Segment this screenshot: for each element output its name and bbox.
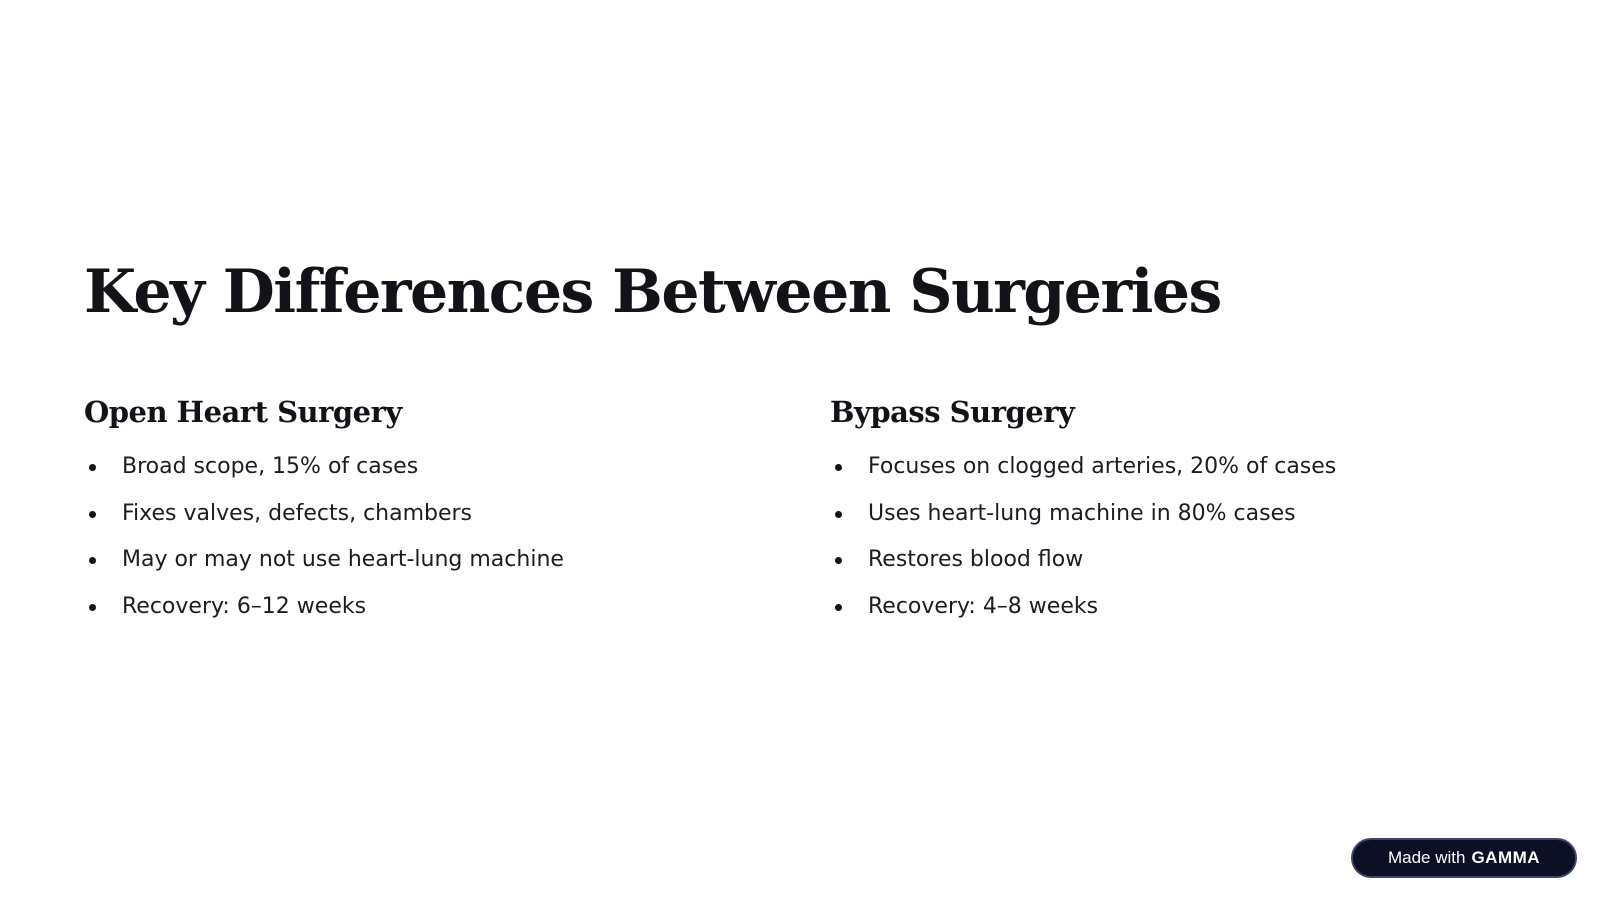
list-item: [84, 499, 724, 546]
bullet-icon: [835, 511, 842, 518]
list-item: [84, 452, 724, 499]
bullet-icon: [89, 511, 96, 518]
bullet-icon: [835, 557, 842, 564]
list-item-text: Restores blood flow: [868, 547, 1084, 572]
bullet-list: [830, 452, 1470, 638]
slide-title: Key Differences Between Surgeries: [84, 257, 1221, 327]
column-heading: Open Heart Surgery: [84, 395, 402, 429]
list-item-text: Fixes valves, defects, chambers: [122, 500, 473, 526]
badge-prefix: Made with: [1387, 848, 1466, 867]
list-item-text: Recovery: 6–12 weeks: [122, 593, 367, 619]
list-item: [830, 499, 1470, 546]
list-item-text: Recovery: 4–8 weeks: [868, 593, 1099, 619]
list-item: [84, 592, 724, 639]
list-item: [84, 545, 724, 592]
bullet-icon: [89, 464, 96, 471]
list-item-text: May or may not use heart-lung machine: [122, 547, 564, 572]
made-with-gamma-badge[interactable]: [1351, 838, 1577, 878]
column-heading: Bypass Surgery: [830, 395, 1075, 429]
bullet-icon: [89, 604, 96, 611]
bullet-icon: [89, 557, 96, 564]
bullet-icon: [835, 604, 842, 611]
list-item: [830, 592, 1470, 639]
bullet-list: [84, 452, 724, 638]
list-item-text: Focuses on clogged arteries, 20% of cases: [868, 454, 1337, 479]
bullet-icon: [835, 464, 842, 471]
list-item: [830, 545, 1470, 592]
gamma-logo: GAMMA: [1471, 848, 1541, 867]
list-item: [830, 452, 1470, 499]
list-item-text: Uses heart-lung machine in 80% cases: [868, 500, 1296, 526]
column-bypass-surgery: [830, 390, 1470, 638]
column-open-heart-surgery: [84, 390, 724, 638]
list-item-text: Broad scope, 15% of cases: [122, 454, 419, 479]
